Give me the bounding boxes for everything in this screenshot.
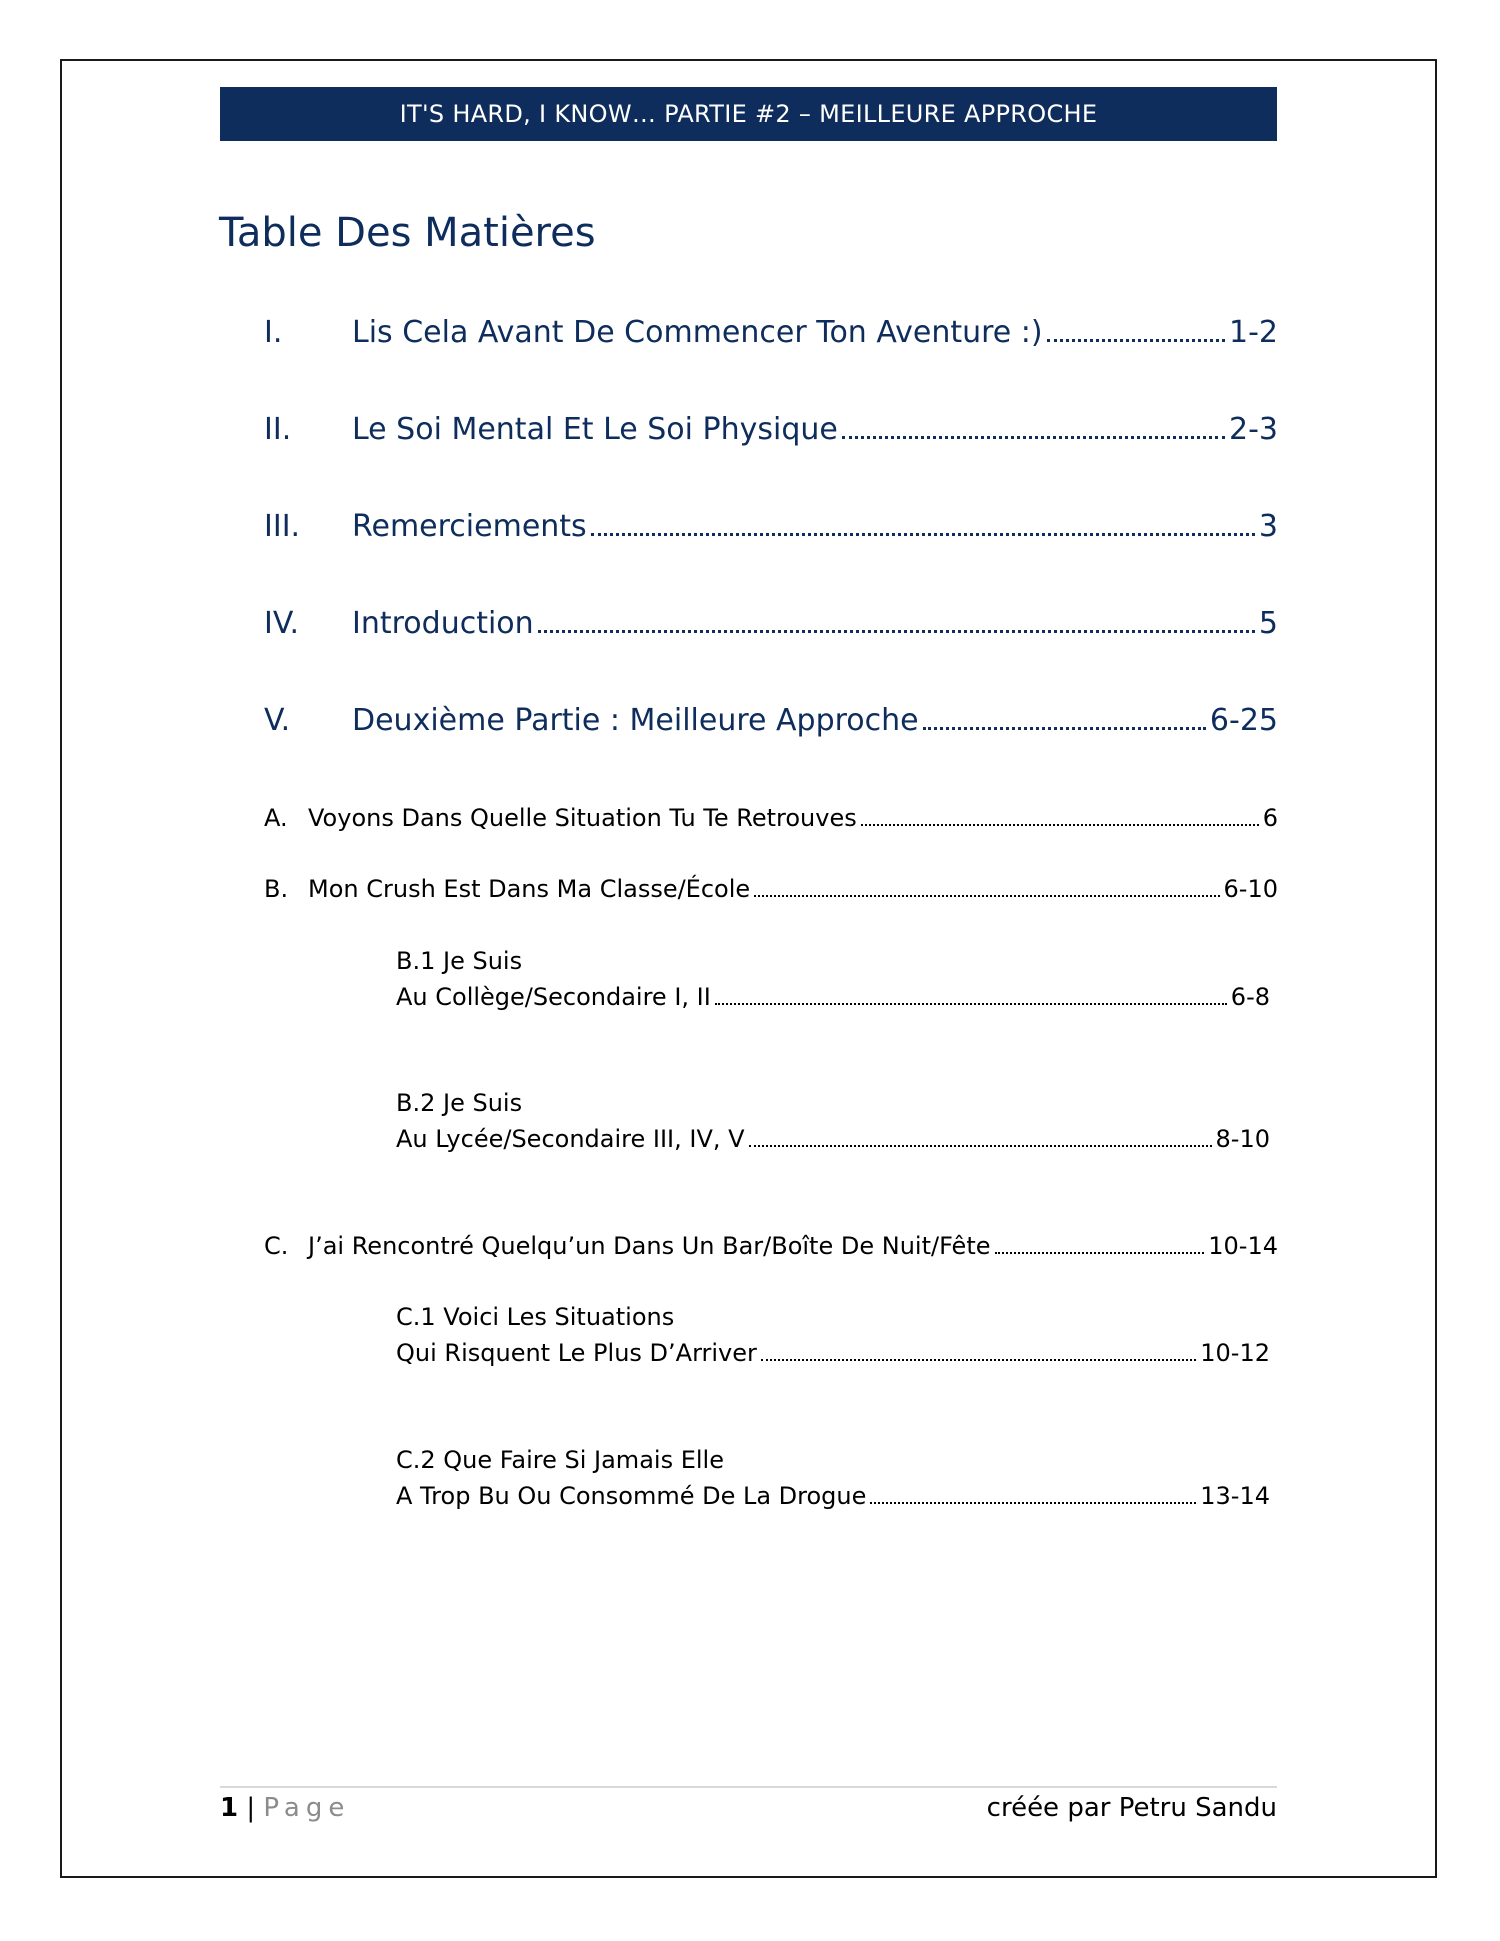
dot-leader [749, 1145, 1212, 1147]
toc-entry-v[interactable] [264, 699, 1278, 743]
dot-leader [1047, 339, 1225, 342]
toc-subentry-label: J’ai Rencontré Quelqu’un Dans Un Bar/Boîte De Nuit/Fête [308, 1232, 991, 1260]
toc-entry-iv[interactable] [264, 602, 1278, 646]
toc-subentry-page: 6 [1262, 804, 1278, 832]
toc-entry-label: Introduction [352, 606, 534, 641]
toc-subentry-b[interactable] [264, 871, 1278, 907]
dot-leader [842, 436, 1225, 439]
toc-entry-numeral: I. [264, 315, 283, 350]
toc-subentry-page: 10-14 [1208, 1232, 1278, 1260]
toc-entry-page: 5 [1258, 606, 1278, 641]
toc-subsubentry-line1: B.2 Je Suis [396, 1089, 523, 1117]
dot-leader [995, 1252, 1205, 1254]
toc-subsubentry-page: 6-8 [1230, 983, 1270, 1011]
toc-subentry-label: Voyons Dans Quelle Situation Tu Te Retrouves [308, 804, 857, 832]
toc-entry-label: Remerciements [352, 509, 587, 544]
footer-page-word: Page [263, 1793, 351, 1823]
toc-subentry-label: Mon Crush Est Dans Ma Classe/École [308, 875, 751, 903]
toc-subsubentry-line2: Au Lycée/Secondaire III, IV, V [396, 1125, 745, 1153]
toc-entry-page: 3 [1258, 509, 1278, 544]
toc-subentry-c[interactable] [264, 1228, 1278, 1264]
toc-subsubentry-line2: A Trop Bu Ou Consommé De La Drogue [396, 1482, 867, 1510]
toc-entry-ii[interactable] [264, 408, 1278, 452]
toc-subsubentry-page: 10-12 [1200, 1339, 1270, 1367]
dot-leader [923, 727, 1206, 730]
toc-entry-page: 1-2 [1229, 315, 1278, 350]
toc-entry-label: Lis Cela Avant De Commencer Ton Aventure :) [352, 315, 1043, 350]
footer-page-indicator [220, 1790, 350, 1826]
toc-subentry-letter: A. [264, 804, 288, 832]
toc-subsubentry-page: 8-10 [1215, 1125, 1270, 1153]
toc-entry-label: Le Soi Mental Et Le Soi Physique [352, 412, 838, 447]
toc-subsubentry-line1: C.1 Voici Les Situations [396, 1303, 675, 1331]
toc-entry-numeral: II. [264, 412, 292, 447]
dot-leader [761, 1359, 1196, 1361]
toc-subsubentry-line1: B.1 Je Suis [396, 947, 523, 975]
toc-subsubentry-line1: C.2 Que Faire Si Jamais Elle [396, 1446, 724, 1474]
toc-title: Table Des Matières [219, 210, 596, 256]
dot-leader [538, 630, 1255, 633]
toc-entry-numeral: IV. [264, 606, 300, 641]
dot-leader [591, 533, 1255, 536]
footer-divider [220, 1786, 1277, 1788]
footer-separator: | [246, 1793, 256, 1823]
toc-entry-label: Deuxième Partie : Meilleure Approche [352, 703, 919, 738]
toc-entry-iii[interactable] [264, 505, 1278, 549]
toc-subentry-a[interactable] [264, 800, 1278, 836]
toc-entry-numeral: V. [264, 703, 291, 738]
toc-subentry-page: 6-10 [1223, 875, 1278, 903]
toc-entry-i[interactable] [264, 311, 1278, 355]
document-header: IT'S HARD, I KNOW… PARTIE #2 – MEILLEURE APPROCHE [220, 87, 1277, 141]
toc-entry-numeral: III. [264, 509, 301, 544]
toc-subentry-letter: B. [264, 875, 289, 903]
footer-author: créée par Petru Sandu [986, 1793, 1277, 1823]
toc-entry-page: 6-25 [1209, 703, 1278, 738]
toc-entry-page: 2-3 [1229, 412, 1278, 447]
toc-subsubentry-page: 13-14 [1200, 1482, 1270, 1510]
dot-leader [861, 824, 1259, 826]
dot-leader [870, 1502, 1196, 1504]
footer-page-number: 1 [220, 1793, 239, 1823]
dot-leader [715, 1003, 1227, 1005]
toc-subentry-letter: C. [264, 1232, 289, 1260]
toc-subsubentry-line2: Qui Risquent Le Plus D’Arriver [396, 1339, 757, 1367]
dot-leader [754, 895, 1219, 897]
toc-subsubentry-line2: Au Collège/Secondaire I, II [396, 983, 711, 1011]
